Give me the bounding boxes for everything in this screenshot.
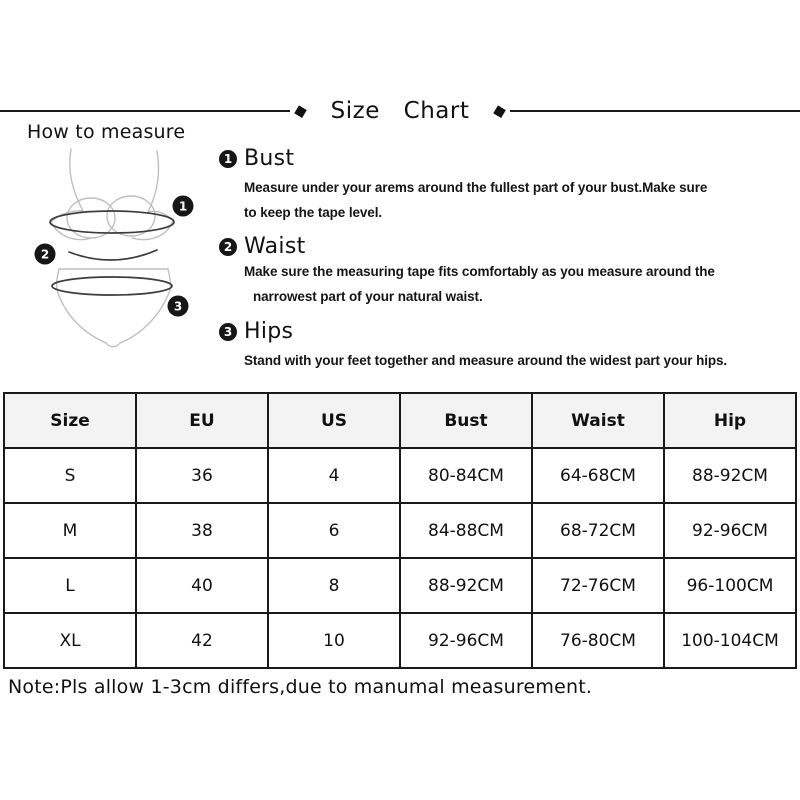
cell-waist: 64-68CM xyxy=(532,448,664,503)
cell-us: 10 xyxy=(268,613,400,668)
size-table xyxy=(3,392,797,669)
cell-waist: 76-80CM xyxy=(532,613,664,668)
svg-text:3: 3 xyxy=(173,299,183,314)
bust-instruction-line: to keep the tape level. xyxy=(244,205,383,220)
diamond-icon-right: ◆ xyxy=(491,99,509,122)
cell-waist: 72-76CM xyxy=(532,558,664,613)
col-header-bust: Bust xyxy=(400,393,532,448)
cell-bust: 88-92CM xyxy=(400,558,532,613)
cell-us: 8 xyxy=(268,558,400,613)
waist-instruction-line: Make sure the measuring tape fits comfortably as you measure around the xyxy=(244,264,715,279)
hips-section xyxy=(219,319,727,373)
svg-text:1: 1 xyxy=(178,199,188,214)
measurement-note: Note:Pls allow 1-3cm differs,due to manumal measurement. xyxy=(8,676,593,698)
waist-section xyxy=(219,234,715,309)
hips-instruction-line: Stand with your feet together and measure around the widest part your hips. xyxy=(244,353,728,368)
diamond-icon-left: ◆ xyxy=(291,99,309,122)
badge-2-icon: 2 xyxy=(219,238,237,256)
cell-hip: 88-92CM xyxy=(664,448,796,503)
waist-instruction-line: narrowest part of your natural waist. xyxy=(253,289,483,304)
cell-hip: 100-104CM xyxy=(664,613,796,668)
bust-section-title: Bust xyxy=(244,146,295,171)
table-row-m xyxy=(4,503,796,558)
bust-instruction-line: Measure under your arems around the fullest part of your bust.Make sure xyxy=(244,180,708,195)
how-to-measure-heading: How to measure xyxy=(27,121,186,143)
table-row-s xyxy=(4,448,796,503)
cell-size: M xyxy=(4,503,136,558)
size-table-header xyxy=(4,393,796,448)
cell-eu: 36 xyxy=(136,448,268,503)
cell-us: 4 xyxy=(268,448,400,503)
cell-bust: 92-96CM xyxy=(400,613,532,668)
table-row-l xyxy=(4,558,796,613)
hips-section-body xyxy=(244,348,727,373)
cell-eu: 38 xyxy=(136,503,268,558)
size-table-body xyxy=(4,448,796,668)
hips-section-title: Hips xyxy=(244,319,294,344)
cell-bust: 80-84CM xyxy=(400,448,532,503)
figure-badge-3 xyxy=(168,296,189,317)
waist-section-head xyxy=(219,234,715,259)
figure-badge-1 xyxy=(173,196,194,217)
garment-outline xyxy=(51,149,173,347)
badge-3-icon: 3 xyxy=(219,323,237,341)
cell-size: XL xyxy=(4,613,136,668)
cell-waist: 68-72CM xyxy=(532,503,664,558)
cell-size: L xyxy=(4,558,136,613)
waist-section-title: Waist xyxy=(244,234,306,259)
figure-badge-2 xyxy=(35,244,56,265)
cell-eu: 40 xyxy=(136,558,268,613)
col-header-us: US xyxy=(268,393,400,448)
cell-us: 6 xyxy=(268,503,400,558)
bust-section-body xyxy=(244,175,707,225)
col-header-size: Size xyxy=(4,393,136,448)
cell-hip: 96-100CM xyxy=(664,558,796,613)
table-header-row xyxy=(4,393,796,448)
cell-bust: 84-88CM xyxy=(400,503,532,558)
bust-section xyxy=(219,146,707,225)
divider-line-left xyxy=(0,110,290,112)
col-header-eu: EU xyxy=(136,393,268,448)
cell-eu: 42 xyxy=(136,613,268,668)
col-header-waist: Waist xyxy=(532,393,664,448)
badge-1-icon: 1 xyxy=(219,150,237,168)
hips-section-head xyxy=(219,319,727,344)
cell-hip: 92-96CM xyxy=(664,503,796,558)
waist-section-body xyxy=(244,259,715,309)
measurement-figure xyxy=(30,144,205,358)
svg-text:2: 2 xyxy=(40,247,50,262)
cell-size: S xyxy=(4,448,136,503)
col-header-hip: Hip xyxy=(664,393,796,448)
page-title: Size Chart xyxy=(330,98,470,124)
bust-section-head xyxy=(219,146,707,171)
table-row-xl xyxy=(4,613,796,668)
divider-line-right xyxy=(510,110,800,112)
